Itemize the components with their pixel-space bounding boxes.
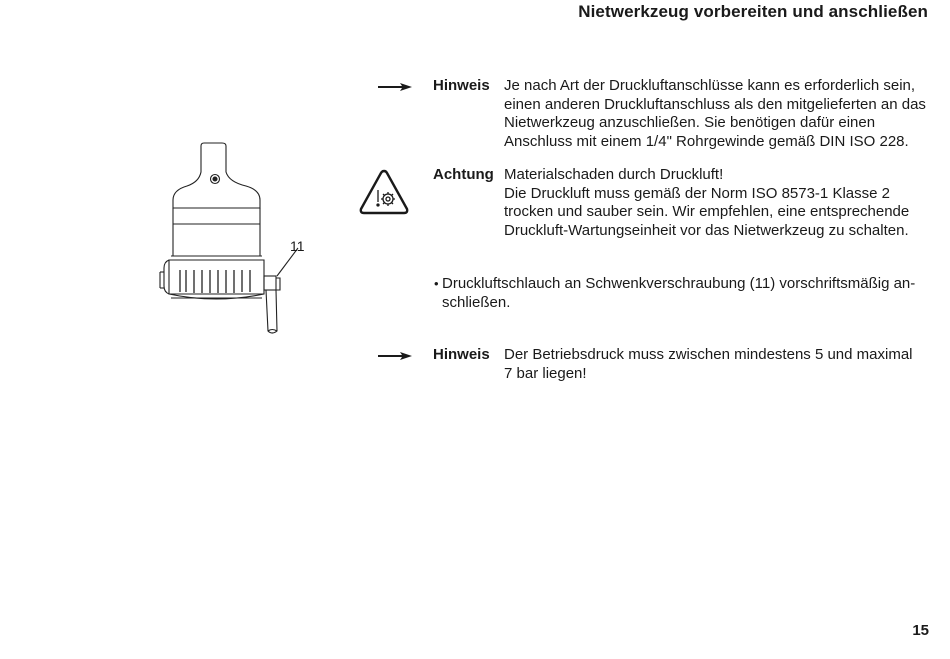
bullet-text: Druckluftschlauch an Schwenkverschraubung (11) vorschriftsmäßig an- schließen.: [442, 275, 916, 311]
page-number: 15: [912, 622, 929, 639]
arrow-right-icon: [378, 80, 412, 98]
note-text: Je nach Art der Druckluftanschlüsse kann es erforderlich sein, einen anderen Druckluftanschluss als den mitgelieferten an das Nietwerkzeug anzuschließen. Sie benötigen dafür einen Anschluss mit einem 1/4" Rohrgewinde gemäß DIN ISO 228.: [504, 77, 926, 150]
note-text: Der Betriebsdruck muss zwischen mindestens 5 und maximal 7 bar liegen!: [504, 346, 913, 382]
note-text: Materialschaden durch Druckluft! Die Druckluft muss gemäß der Norm ISO 8573-1 Klasse 2 trocken und sauber sein. Wir empfehlen, eine entsprechende Druckluft-Wartungseinheit vor das Nietwerkzeug zu schalten.: [504, 166, 910, 239]
rivet-tool-with-hose-illustration: [150, 138, 310, 338]
note-label-hinweis: Hinweis: [433, 346, 490, 363]
rivet-tool-illustration: [150, 138, 310, 343]
warning-triangle-icon: [358, 168, 410, 221]
note-label-hinweis: Hinweis: [433, 77, 490, 94]
bullet-symbol: •: [434, 276, 439, 291]
arrow-right-icon: [378, 349, 412, 367]
note-label-achtung: Achtung: [433, 166, 494, 183]
page-header-title: Nietwerkzeug vorbereiten und anschließen: [578, 2, 928, 21]
callout-label-11: 11: [290, 238, 305, 254]
